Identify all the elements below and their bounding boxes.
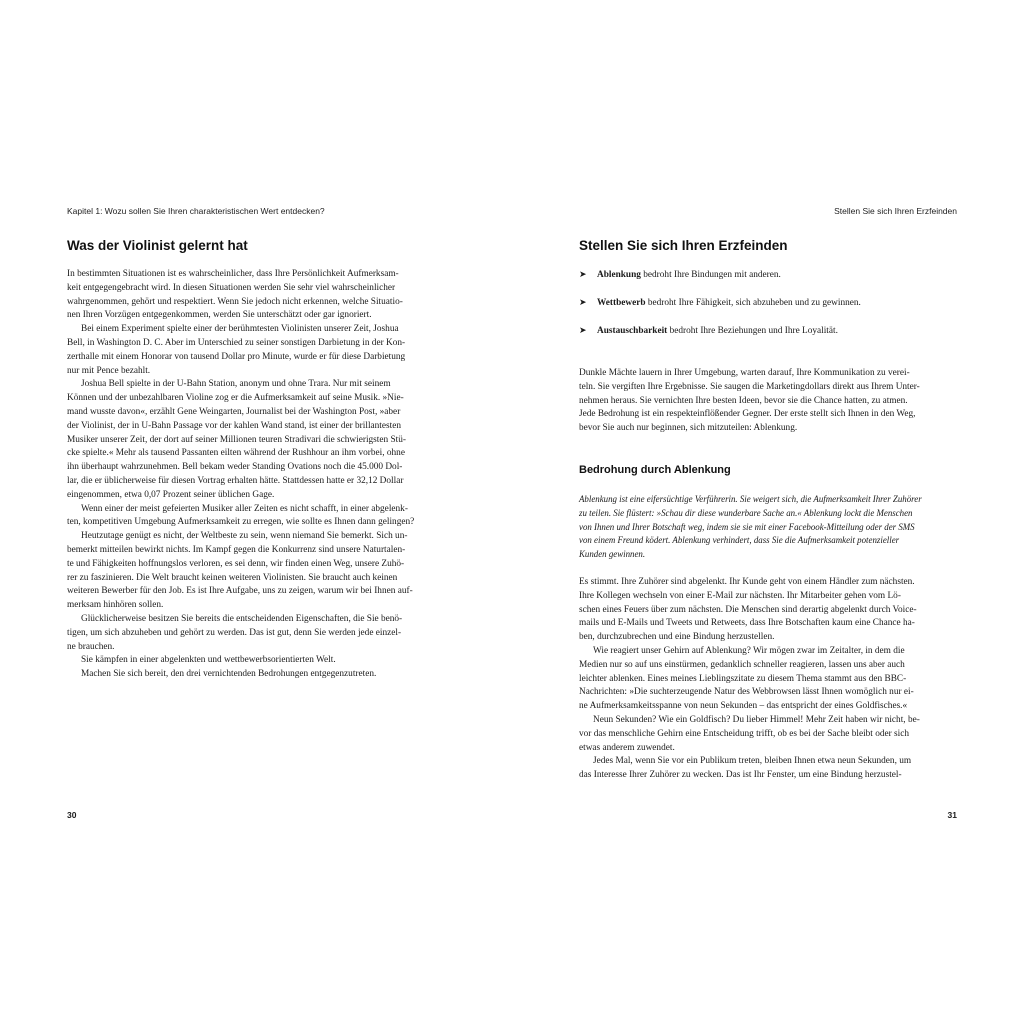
text-line: Jedes Mal, wenn Sie vor ein Publikum treten, bleiben Ihnen etwa neun Sekunden, um: [593, 756, 912, 767]
pull-quote: [579, 493, 959, 562]
text-line: wahrgenommen, gehört und respektiert. Wenn Sie jedoch nicht erkennen, welche Situatio-: [67, 296, 403, 307]
threat-term: Wettbewerb bedroht Ihre Fähigkeit, sich abzuheben und zu gewinnen.: [597, 298, 861, 308]
threat-bullet: [579, 270, 959, 298]
text-line: mand wusste davon«, erzählt Gene Weingarten, Journalist bei der Washington Post, »aber: [67, 406, 401, 417]
text-line: Bell, in Washington D. C. Aber im Unterschied zu seiner sonstigen Darbietung in der Kon-: [67, 337, 406, 348]
threat-description: bedroht Ihre Fähigkeit, sich abzuheben und zu gewinnen.: [645, 298, 861, 308]
text-line: bemerkt mitteilen bewirkt nichts. Im Kampf gegen die Konkurrenz sind unsere Naturtalen-: [67, 544, 406, 555]
text-line: nur mit Pence bezahlt.: [67, 365, 151, 376]
text-line: Joshua Bell spielte in der U-Bahn Station, anonym und ohne Trara. Nur mit seinem: [81, 379, 391, 390]
text-line: Ihre Kollegen wechseln von einer E-Mail zur nächsten. Ihr Mitarbeiter gehen vom Lö-: [579, 590, 901, 601]
text-line: etwas anderem zuwendet.: [579, 742, 675, 753]
right-body-text: [579, 576, 959, 783]
text-line: ne Aufmerksamkeitsspanne von neun Sekunden – das entspricht der eines Goldfisches.«: [579, 701, 908, 712]
text-line: Medien nur so auf uns einstürmen, gedanklich schneller reagieren, lassen uns aber auch: [579, 659, 905, 670]
text-line: Musiker unserer Zeit, der dort auf seiner Millionen teuren Stradivari die schwierigsten Stü-: [67, 434, 406, 445]
text-line: nen Ihren Vorzügen entgegenkommen, werden Sie unterschätzt oder gar ignoriert.: [67, 310, 372, 321]
text-line: nehmen heraus. Sie vernichten Ihre besten Ideen, bevor sie die Chance hatten, zu atmen.: [579, 395, 908, 406]
text-line: rer zu faszinieren. Die Welt braucht keinen weiteren Violinisten. Sie braucht auch keinen: [67, 572, 398, 583]
text-line: Heutzutage genügt es nicht, der Weltbeste zu sein, wenn niemand Sie bemerkt. Sich un-: [81, 531, 408, 542]
text-line: der Violinist, der in U-Bahn Passage vor der kahlen Wand stand, ist einer der brillantesten: [67, 420, 401, 431]
text-line: Sie kämpfen in einer abgelenkten und wettbewerbsorientierten Welt.: [81, 655, 336, 666]
text-line: zu teilen. Sie flüstert: »Schau dir diese wunderbare Sache an.« Ablenkung lockt die Menschen: [579, 507, 913, 518]
text-line: mails und E-Mails und Tweets und Retweets, dass Ihre Botschaften kaum eine Chance ha-: [579, 618, 915, 629]
threat-term: Ablenkung bedroht Ihre Bindungen mit anderen.: [597, 270, 781, 280]
text-line: das Interesse Ihrer Zuhörer zu wecken. Das ist Ihr Fenster, um eine Bindung herzustel-: [579, 770, 902, 781]
text-line: teln. Sie vergiften Ihre Ergebnisse. Sie saugen die Marketingdollars direkt aus Ihrem Unter-: [579, 381, 920, 392]
threat-bullet: [579, 298, 959, 326]
arrowhead-bullet-icon: ➤: [579, 270, 587, 280]
text-line: leichter ablenken. Eines meines Lieblingszitate zu diesem Thema stammt aus den BBC-: [579, 673, 907, 684]
text-line: Machen Sie sich bereit, den drei vernichtenden Bedrohungen entgegenzutreten.: [81, 669, 377, 680]
text-line: Kunden gewinnen.: [579, 549, 646, 560]
threat-description: bedroht Ihre Bindungen mit anderen.: [640, 270, 781, 280]
threat-bullet-list: [579, 270, 959, 354]
text-line: keit entgegengebracht wird. In diesen Situationen werden Sie sehr viel wahrscheinlicher: [67, 282, 396, 293]
left-body-text: [67, 268, 447, 682]
text-line: lar, die er üblicherweise für diesen Vortrag erhalten hätte. Stattdessen hatte er 32,12 Dollar: [67, 475, 404, 486]
running-head-left: Kapitel 1: Wozu sollen Sie Ihren charakteristischen Wert entdecken?: [67, 206, 325, 216]
threat-description: bedroht Ihre Beziehungen und Ihre Loyalität.: [667, 326, 838, 336]
text-line: Ablenkung ist eine eifersüchtige Verführerin. Sie weigert sich, die Aufmerksamkeit Ihrer Zuhörer: [579, 494, 922, 504]
arrowhead-bullet-icon: ➤: [579, 298, 587, 308]
text-line: ben, durchzubrechen und eine Bindung herzustellen.: [579, 632, 775, 643]
text-line: Jede Bedrohung ist ein respekteinflößender Gegner. Der erste stellt sich Ihnen in den Weg,: [579, 409, 916, 420]
text-line: Wenn einer der meist gefeierten Musiker aller Zeiten es nicht schafft, in einer abgelenk-: [81, 503, 408, 514]
text-line: Können und der unbezahlbaren Violine zog er die Aufmerksamkeit auf seine Musik. »Nie-: [67, 393, 404, 404]
text-line: Dunkle Mächte lauern in Ihrer Umgebung, warten darauf, Ihre Kommunikation zu verei-: [579, 368, 910, 378]
text-line: cke spielte.« Mehr als tausend Passanten eilten während der Rushhour an ihm vorbei, ohne: [67, 448, 405, 459]
text-line: merksam hinhören sollen.: [67, 600, 164, 611]
text-line: von Ihnen und Ihrer Botschaft weg, indem sie sie mit einer Facebook-Mitteilung oder der SMS: [579, 521, 915, 532]
subsection-title: Bedrohung durch Ablenkung: [579, 464, 731, 476]
text-line: zerthalle mit einem Honorar von tausend Dollar pro Minute, wurde er für diese Darbietung: [67, 351, 406, 362]
text-line: Neun Sekunden? Wie ein Goldfisch? Du lieber Himmel! Mehr Zeit haben wir nicht, be-: [593, 714, 920, 725]
section-title-right: Stellen Sie sich Ihren Erzfeinden: [579, 238, 788, 253]
arrowhead-bullet-icon: ➤: [579, 326, 587, 336]
text-line: Es stimmt. Ihre Zuhörer sind abgelenkt. Ihr Kunde geht von einem Händler zum nächsten.: [579, 577, 915, 587]
text-line: eingenommen, etwa 0,07 Prozent seiner üblichen Gage.: [67, 489, 275, 500]
threat-term: Austauschbarkeit bedroht Ihre Beziehungen und Ihre Loyalität.: [597, 326, 838, 336]
text-line: Glücklicherweise besitzen Sie bereits die entscheidenden Eigenschaften, die Sie benö-: [81, 613, 403, 624]
text-line: vor das menschliche Gehirn eine Entscheidung trifft, ob es bei der Sache bleibt oder sich: [579, 728, 910, 739]
text-line: tigen, um sich abzuheben und gehört zu werden. Das ist gut, denn Sie werden jede einzel-: [67, 627, 402, 638]
text-line: bevor Sie auch nur beginnen, sich mitzuteilen: Ablenkung.: [579, 423, 798, 434]
threat-bullet: [579, 326, 959, 354]
text-line: Wie reagiert unser Gehirn auf Ablenkung? Wir mögen zwar im Zeitalter, in dem die: [593, 645, 905, 656]
text-line: ten, kompetitiven Umgebung Aufmerksamkeit zu erregen, wie sollte es Ihnen dann gelingen?: [67, 517, 415, 528]
page-number-right: 31: [947, 810, 957, 820]
text-line: Nachrichten: »Die suchterzeugende Natur des Webbrowsen lässt Ihnen womöglich nur ei-: [579, 687, 914, 698]
text-line: schen eines Feuers über zum nächsten. Die Menschen sind derartig abgelenkt durch Voice-: [579, 604, 917, 615]
section-title-left: Was der Violinist gelernt hat: [67, 238, 248, 253]
text-line: von einem Freund ködert. Ablenkung verhindert, dass Sie die Aufmerksamkeit potenzieller: [579, 535, 900, 546]
text-line: Bei einem Experiment spielte einer der berühmtesten Violinisten unserer Zeit, Joshua: [81, 324, 399, 335]
right-intro-text: [579, 367, 959, 436]
text-line: ne brauchen.: [67, 641, 115, 652]
page-number-left: 30: [67, 810, 77, 820]
text-line: In bestimmten Situationen ist es wahrscheinlicher, dass Ihre Persönlichkeit Aufmerksam-: [67, 269, 399, 279]
right-page: [512, 0, 1024, 1024]
text-line: te und Fähigkeiten hoffnungslos verloren, es sei denn, wir finden einen Weg, unsere Zuhö-: [67, 558, 405, 569]
text-line: weiteren Bewerber für den Job. Es ist Ihre Aufgabe, uns zu zeigen, warum wir bei Ihnen auf-: [67, 586, 413, 597]
running-head-right: Stellen Sie sich Ihren Erzfeinden: [834, 206, 957, 216]
text-line: ihn überhaupt wahrzunehmen. Bell bekam weder Standing Ovations noch die 45.000 Dol-: [67, 462, 403, 473]
